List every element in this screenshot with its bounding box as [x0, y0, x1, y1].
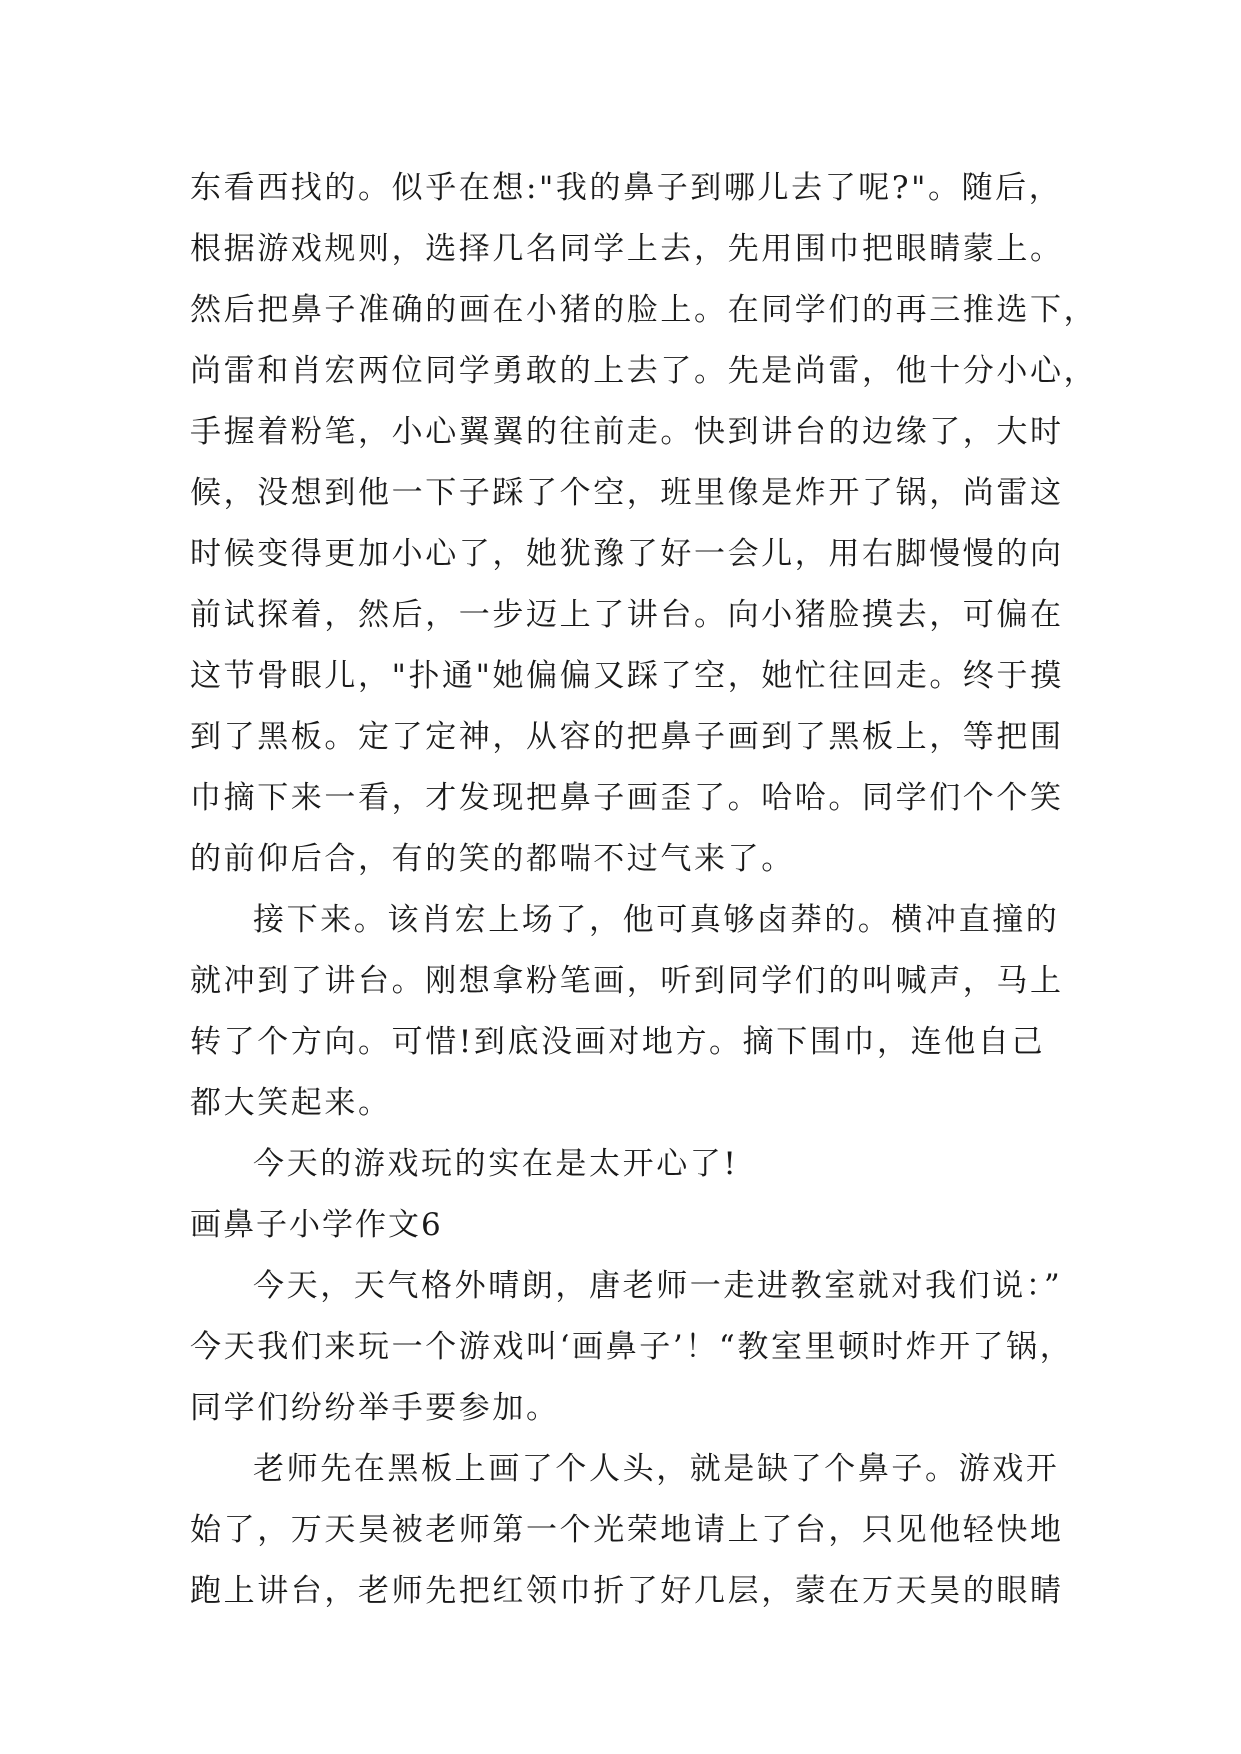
- text-line: 根据游戏规则，选择几名同学上去，先用围巾把眼睛蒙上。: [190, 231, 1064, 267]
- text-line: 候，没想到他一下子踩了个空，班里像是炸开了锅，尚雷这: [190, 475, 1064, 511]
- text-line: 这节骨眼儿，"扑通"她偏偏又踩了空，她忙往回走。终于摸: [190, 658, 1064, 694]
- text-line: 今天我们来玩一个游戏叫‘画鼻子’！“教室里顿时炸开了锅，: [190, 1329, 1074, 1365]
- text-line: 就冲到了讲台。刚想拿粉笔画，听到同学们的叫喊声，马上: [190, 963, 1064, 999]
- paragraph-start-line: 今天，天气格外晴朗，唐老师一走进教室就对我们说：”: [253, 1268, 1063, 1304]
- paragraph-start-line: 接下来。该肖宏上场了，他可真够卤莽的。横冲直撞的: [253, 902, 1060, 938]
- text-line: 手握着粉笔，小心翼翼的往前走。快到讲台的边缘了，大时: [190, 414, 1064, 450]
- text-line: 转了个方向。可惜!到底没画对地方。摘下围巾，连他自己: [190, 1024, 1046, 1060]
- section-heading: 画鼻子小学作文6: [190, 1207, 443, 1243]
- text-line: 的前仰后合，有的笑的都喘不过气来了。: [190, 841, 795, 877]
- text-line: 到了黑板。定了定神，从容的把鼻子画到了黑板上，等把围: [190, 719, 1064, 755]
- text-line: 时候变得更加小心了，她犹豫了好一会儿，用右脚慢慢的向: [190, 536, 1064, 572]
- essay-text-body: [190, 158, 1098, 1622]
- paragraph-start-line: 老师先在黑板上画了个人头，就是缺了个鼻子。游戏开: [253, 1451, 1060, 1487]
- text-line: 然后把鼻子准确的画在小猪的脸上。在同学们的再三推选下，: [190, 292, 1098, 328]
- text-line: 尚雷和肖宏两位同学勇敢的上去了。先是尚雷，他十分小心，: [190, 353, 1098, 389]
- text-line: 都大笑起来。: [190, 1085, 392, 1121]
- text-line: 同学们纷纷举手要参加。: [190, 1390, 560, 1426]
- text-line: 始了，万天昊被老师第一个光荣地请上了台，只见他轻快地: [190, 1512, 1064, 1548]
- text-line: 跑上讲台，老师先把红领巾折了好几层，蒙在万天昊的眼睛: [190, 1573, 1064, 1609]
- text-line: 前试探着，然后，一步迈上了讲台。向小猪脸摸去，可偏在: [190, 597, 1064, 633]
- text-line: 东看西找的。似乎在想:"我的鼻子到哪儿去了呢?"。随后，: [190, 170, 1063, 206]
- text-line: 巾摘下来一看，才发现把鼻子画歪了。哈哈。同学们个个笑: [190, 780, 1064, 816]
- paragraph-start-line: 今天的游戏玩的实在是太开心了!: [253, 1146, 739, 1182]
